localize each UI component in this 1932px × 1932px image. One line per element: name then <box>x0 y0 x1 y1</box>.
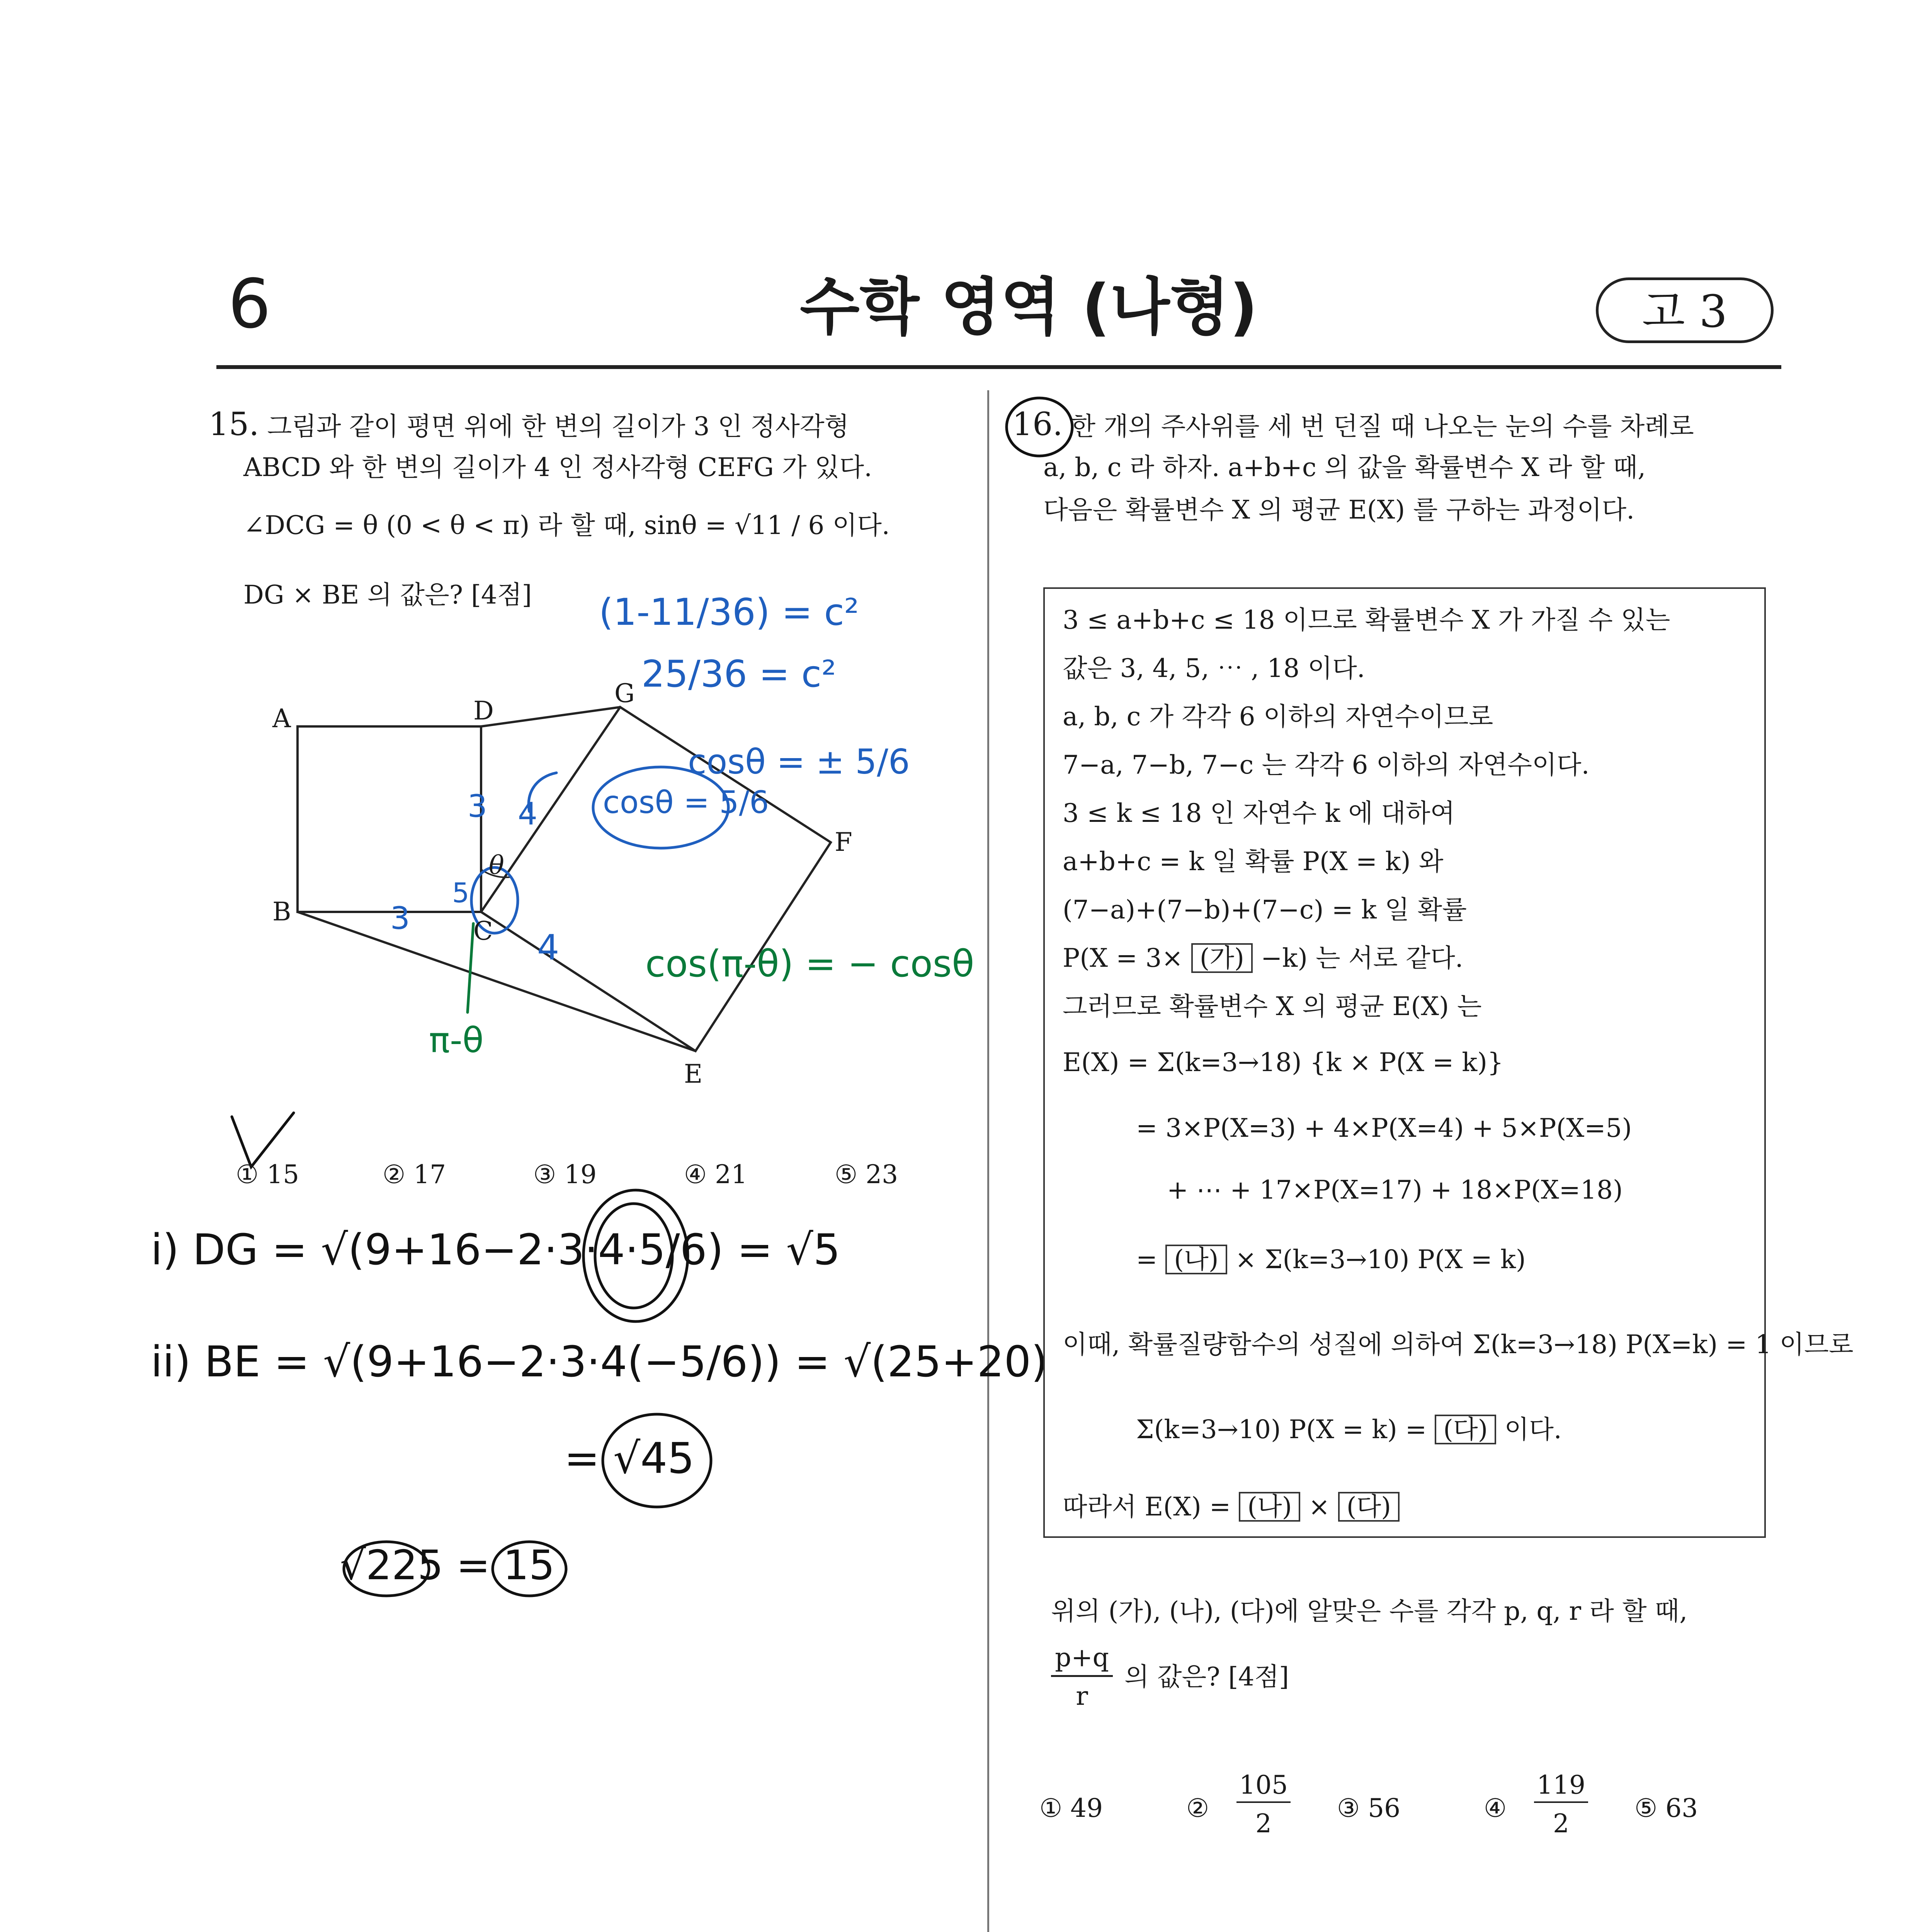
ink-blue-3: cosθ = ± 5/6 <box>688 742 910 782</box>
q16-text <box>1012 406 1694 444</box>
q16-number: 16. <box>1012 406 1063 443</box>
box-line-2: 값은 3, 4, 5, ⋯ , 18 이다. <box>1063 653 1365 683</box>
ink-blue-2: 25/36 = c² <box>641 653 837 696</box>
blank-na-1: (나) <box>1165 1245 1227 1274</box>
label-d: D <box>473 696 494 726</box>
box-line-1: 3 ≤ a+b+c ≤ 18 이므로 확률변수 X 가 가질 수 있는 <box>1063 605 1670 635</box>
box-line-15 <box>1136 1414 1562 1445</box>
label-f: F <box>835 827 852 857</box>
label-theta: θ <box>489 850 504 880</box>
q15-line1: 그림과 같이 평면 위에 한 변의 길이가 3 인 정사각형 <box>267 412 849 441</box>
box-line-16a: 따라서 E(X) = <box>1063 1492 1231 1522</box>
q15-choice-5[interactable]: ⑤ 23 <box>835 1160 898 1189</box>
box-line-6: a+b+c = k 일 확률 P(X = k) 와 <box>1063 847 1444 876</box>
q16-choice-2-den: 2 <box>1255 1809 1272 1838</box>
box-line-13 <box>1136 1244 1526 1275</box>
box-line-4: 7−a, 7−b, 7−c 는 각각 6 이하의 자연수이다. <box>1063 750 1590 780</box>
q16-choice-2-mark: ② <box>1186 1793 1209 1823</box>
q16-choice-4-den: 2 <box>1553 1809 1569 1838</box>
box-line-13a: = <box>1136 1245 1158 1274</box>
q16-line3: 다음은 확률변수 X 의 평균 E(X) 를 구하는 과정이다. <box>1043 495 1635 525</box>
box-line-9: 그러므로 확률변수 X 의 평균 E(X) 는 <box>1063 992 1482 1021</box>
ink-blue-bc3: 3 <box>390 900 410 936</box>
q16-question-line2: 의 값은? [4점] <box>1124 1662 1289 1692</box>
ink-black-2: ii) BE = √(9+16−2·3·4(−5/6)) = √(25+20) <box>151 1337 1048 1386</box>
q16-choice-2-bar <box>1236 1801 1291 1803</box>
blank-na-2: (나) <box>1239 1492 1300 1522</box>
label-a: A <box>272 704 291 733</box>
q15-line4: DG × BE 의 값은? [4점] <box>243 580 532 610</box>
q16-frac-num: p+q <box>1055 1643 1109 1672</box>
q15-number: 15. <box>209 406 259 443</box>
box-line-11: = 3×P(X=3) + 4×P(X=4) + 5×P(X=5) <box>1136 1113 1632 1143</box>
blank-ga-1: (가) <box>1191 943 1253 973</box>
q16-frac-den: r <box>1076 1681 1088 1711</box>
q15-line3: ∠DCG = θ (0 < θ < π) 라 할 때, sinθ = √11 / 6 이다. <box>243 510 890 540</box>
q16-choice-5[interactable]: ⑤ 63 <box>1634 1793 1698 1823</box>
ink-blue-side3: 3 <box>468 788 487 824</box>
box-line-16 <box>1063 1492 1400 1522</box>
box-line-7: (7−a)+(7−b)+(7−c) = k 일 확률 <box>1063 895 1467 925</box>
q15-line2: ABCD 와 한 변의 길이가 4 인 정사각형 CEFG 가 있다. <box>243 452 872 482</box>
q16-frac-bar <box>1051 1675 1113 1677</box>
q16-question-line1: 위의 (가), (나), (다)에 알맞은 수를 각각 p, q, r 라 할 때, <box>1051 1596 1688 1626</box>
box-line-10: E(X) = Σ(k=3→18) {k × P(X = k)} <box>1063 1048 1504 1077</box>
ink-blue-1: (1-11/36) = c² <box>599 591 859 634</box>
box-line-14: 이때, 확률질량함수의 성질에 의하여 Σ(k=3→18) P(X=k) = 1 이므로 <box>1063 1330 1854 1359</box>
box-line-15a: Σ(k=3→10) P(X = k) = <box>1136 1415 1427 1444</box>
ink-blue-side4b: 4 <box>537 927 560 968</box>
ink-blue-4: cosθ = 5/6 <box>603 784 769 820</box>
box-line-12: + ⋯ + 17×P(X=17) + 18×P(X=18) <box>1167 1175 1623 1205</box>
grade-badge: 고 3 <box>1596 277 1774 343</box>
q16-choice-4-bar <box>1534 1801 1588 1803</box>
box-line-15b: 이다. <box>1504 1415 1562 1444</box>
label-g: G <box>614 679 635 708</box>
q16-choice-4-mark: ④ <box>1484 1793 1507 1823</box>
ink-blue-side4a: 4 <box>518 796 537 832</box>
q16-line2: a, b, c 라 하자. a+b+c 의 값을 확률변수 X 라 할 때, <box>1043 452 1646 482</box>
q16-choice-4-num: 119 <box>1537 1770 1585 1800</box>
ink-check-mark <box>232 1113 294 1167</box>
ink-blue-cg5: 5 <box>452 877 469 909</box>
q16-choice-2-num: 105 <box>1239 1770 1288 1800</box>
q15-choice-4[interactable]: ④ 21 <box>684 1160 748 1189</box>
ink-black-4: √225 = 15 <box>340 1542 555 1589</box>
label-c: C <box>473 916 493 946</box>
blank-da-1: (다) <box>1435 1415 1496 1444</box>
blank-da-2: (다) <box>1338 1492 1400 1522</box>
ink-black-3: = √45 <box>564 1434 695 1483</box>
box-line-16x: × <box>1308 1492 1330 1522</box>
q15-choice-3[interactable]: ③ 19 <box>533 1160 597 1189</box>
q15-choice-1[interactable]: ① 15 <box>236 1160 299 1189</box>
q16-line1: 한 개의 주사위를 세 번 던질 때 나오는 눈의 수를 차례로 <box>1071 412 1694 441</box>
ink-green-2: π-θ <box>429 1020 484 1061</box>
box-line-3: a, b, c 가 각각 6 이하의 자연수이므로 <box>1063 702 1493 731</box>
ink-line-green <box>468 923 473 1012</box>
segment-dg <box>481 707 620 726</box>
box-line-5: 3 ≤ k ≤ 18 인 자연수 k 에 대하여 <box>1063 798 1455 828</box>
box-line-13b: × Σ(k=3→10) P(X = k) <box>1235 1245 1526 1274</box>
ink-green-1: cos(π-θ) = − cosθ <box>645 943 975 985</box>
q15-choice-2[interactable]: ② 17 <box>383 1160 446 1189</box>
ink-q16-circle <box>1007 398 1072 456</box>
box-line-8 <box>1063 943 1463 973</box>
ink-black-1: i) DG = √(9+16−2·3·4·5/6) = √5 <box>151 1225 840 1274</box>
box-line-8a: P(X = 3× <box>1063 943 1183 973</box>
page-title: 수학 영역 (나형) <box>800 271 1258 343</box>
q16-choice-3[interactable]: ③ 56 <box>1337 1793 1401 1823</box>
q16-choice-1[interactable]: ① 49 <box>1039 1793 1103 1823</box>
label-b: B <box>272 897 291 927</box>
page-number: 6 <box>228 265 271 344</box>
label-e: E <box>684 1059 703 1089</box>
box-line-8b: −k) 는 서로 같다. <box>1260 943 1463 973</box>
